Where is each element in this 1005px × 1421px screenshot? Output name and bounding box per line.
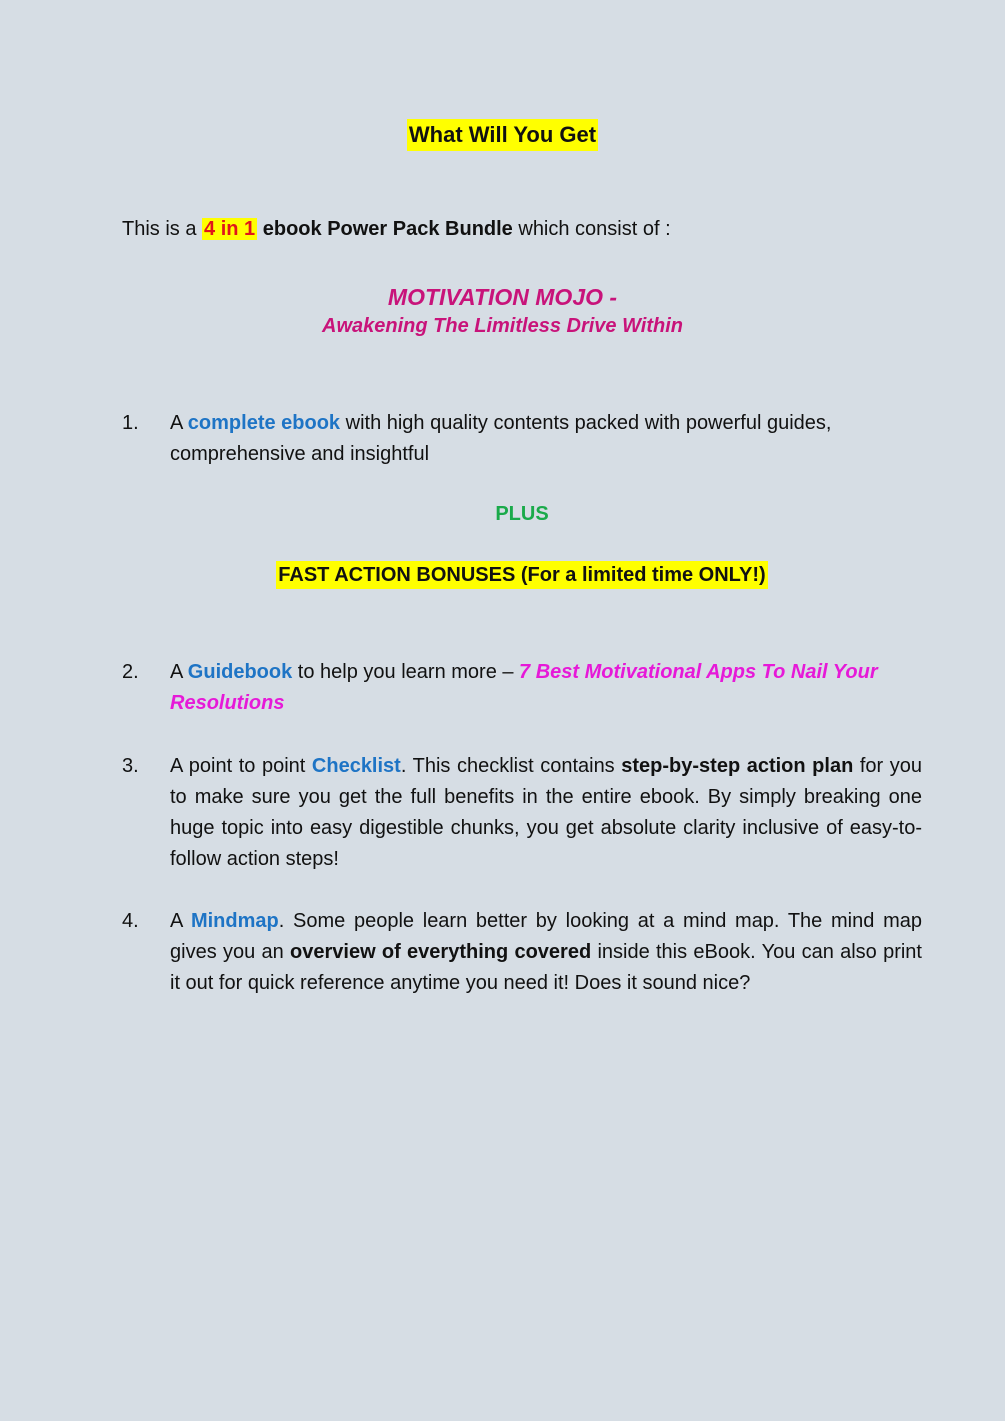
list-item-3 <box>122 751 922 875</box>
item-text-post: to help you learn more – <box>292 661 520 683</box>
list-item-text <box>170 408 922 470</box>
intro-highlight: 4 in 1 <box>204 218 256 240</box>
item-keyword: complete ebook <box>187 412 341 434</box>
item-text-mid: . This checklist contains <box>400 755 622 777</box>
item-text-pre: A point to point <box>170 755 312 777</box>
title-container <box>0 122 1005 148</box>
page-title: What Will You Get <box>407 119 598 151</box>
item-keyword: Guidebook <box>187 661 293 683</box>
list-item-text <box>170 906 922 999</box>
product-name: MOTIVATION MOJO - <box>387 284 618 310</box>
list-item-1 <box>122 408 922 470</box>
item-text-post: with high quality contents packed with powerful guides, comprehensive and insightful <box>170 412 832 465</box>
item-text-pre: A <box>170 412 188 434</box>
list-item-number: 1. <box>122 412 139 434</box>
item-text-mid: . Some people learn better by looking at a mind map. The mind map gives you an <box>170 910 922 963</box>
item-text-post: for you to make sure you get the full benefits in the entire ebook. By simply breaking one huge topic into easy digestible chunks, you get absolute clarity inclusive of easy-to-follow action steps! <box>170 755 923 870</box>
intro-bold: ebook Power Pack Bundle <box>262 218 513 240</box>
item-italic-title: 7 Best Motivational Apps To Nail Your Resolutions <box>170 661 878 714</box>
item-bold: overview of everything covered <box>290 941 592 963</box>
item-text-post: inside this eBook. You can also print it out for quick reference anytime you need it! Does it sound nice? <box>170 941 922 994</box>
item-bold: step-by-step action plan <box>621 755 854 777</box>
intro-text-3: which consist of : <box>512 218 671 240</box>
list-item-4 <box>122 906 922 999</box>
list-item-number: 4. <box>122 910 139 932</box>
list-item-2 <box>122 657 922 719</box>
product-subtitle: Awakening The Limitless Drive Within <box>322 315 683 337</box>
product-heading <box>0 282 1005 340</box>
item-text-pre: A <box>170 910 191 932</box>
item-keyword: Checklist <box>311 755 401 777</box>
list-item-text <box>170 657 922 719</box>
item-text-pre: A <box>170 661 188 683</box>
list-item-text <box>170 751 922 875</box>
intro-text-1: This is a <box>122 218 203 240</box>
list-item-number: 3. <box>122 755 139 777</box>
plus-label: PLUS <box>495 503 549 525</box>
bonus-container <box>0 564 1005 587</box>
list-item-number: 2. <box>122 661 139 683</box>
bonus-heading: FAST ACTION BONUSES (For a limited time ONLY!) <box>276 561 767 589</box>
intro-paragraph <box>122 218 671 241</box>
item-keyword: Mindmap <box>190 910 279 932</box>
